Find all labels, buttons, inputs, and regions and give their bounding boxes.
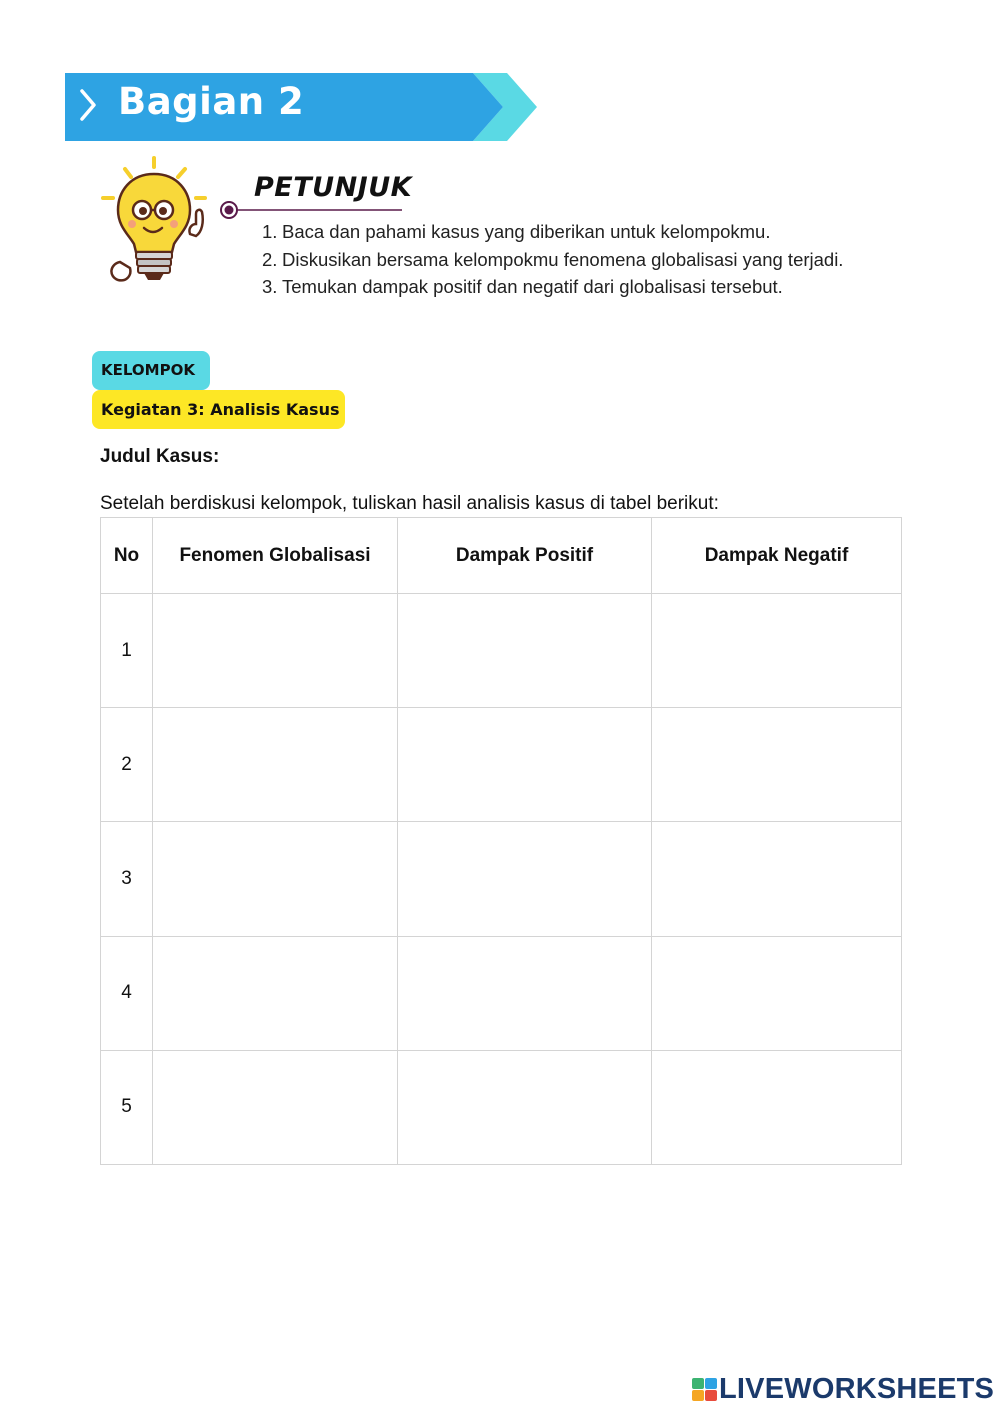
instruction-item: 3. Temukan dampak positif dan negatif dari globalisasi tersebut.: [262, 276, 783, 297]
table-row: [101, 708, 902, 822]
positive-impact-cell[interactable]: [398, 1050, 652, 1164]
positive-impact-cell[interactable]: [398, 822, 652, 936]
positive-impact-cell[interactable]: [398, 708, 652, 822]
liveworksheets-logo-icon: [692, 1378, 718, 1402]
row-number: 5: [101, 1050, 153, 1164]
phenomenon-cell[interactable]: [153, 708, 398, 822]
row-number: 2: [101, 708, 153, 822]
instructions-heading: PETUNJUK: [254, 172, 413, 203]
negative-impact-cell[interactable]: [652, 936, 902, 1050]
brand-name: LIVEWORKSHEETS: [719, 1373, 995, 1405]
table-row: [101, 936, 902, 1050]
header-phenomenon: Fenomen Globalisasi: [153, 518, 398, 594]
group-tag: KELOMPOK: [92, 351, 210, 390]
analysis-table: [100, 517, 902, 1165]
header-positive-impact: Dampak Positif: [398, 518, 652, 594]
chevron-right-icon: [78, 88, 98, 122]
activity-tag: Kegiatan 3: Analisis Kasus: [92, 390, 345, 429]
case-title-label: Judul Kasus:: [100, 446, 220, 467]
table-row: [101, 822, 902, 936]
negative-impact-cell[interactable]: [652, 594, 902, 708]
table-intro: Setelah berdiskusi kelompok, tuliskan hasil analisis kasus di tabel berikut:: [100, 493, 719, 514]
table-header-row: [101, 518, 902, 594]
positive-impact-cell[interactable]: [398, 594, 652, 708]
negative-impact-cell[interactable]: [652, 822, 902, 936]
negative-impact-cell[interactable]: [652, 708, 902, 822]
header-no: No: [101, 518, 153, 594]
phenomenon-cell[interactable]: [153, 822, 398, 936]
row-number: 1: [101, 594, 153, 708]
instructions-list: [262, 218, 843, 301]
row-number: 3: [101, 822, 153, 936]
table-row: [101, 1050, 902, 1164]
instruction-item: 2. Diskusikan bersama kelompokmu fenomena globalisasi yang terjadi.: [262, 248, 844, 270]
lightbulb-mascot-icon: [98, 152, 223, 287]
instruction-item: 1. Baca dan pahami kasus yang diberikan untuk kelompokmu.: [262, 221, 771, 242]
phenomenon-cell[interactable]: [153, 594, 398, 708]
phenomenon-cell[interactable]: [153, 1050, 398, 1164]
header-negative-impact: Dampak Negatif: [652, 518, 902, 594]
phenomenon-cell[interactable]: [153, 936, 398, 1050]
negative-impact-cell[interactable]: [652, 1050, 902, 1164]
positive-impact-cell[interactable]: [398, 936, 652, 1050]
section-title: Bagian 2: [118, 80, 305, 123]
table-row: [101, 594, 902, 708]
row-number: 4: [101, 936, 153, 1050]
